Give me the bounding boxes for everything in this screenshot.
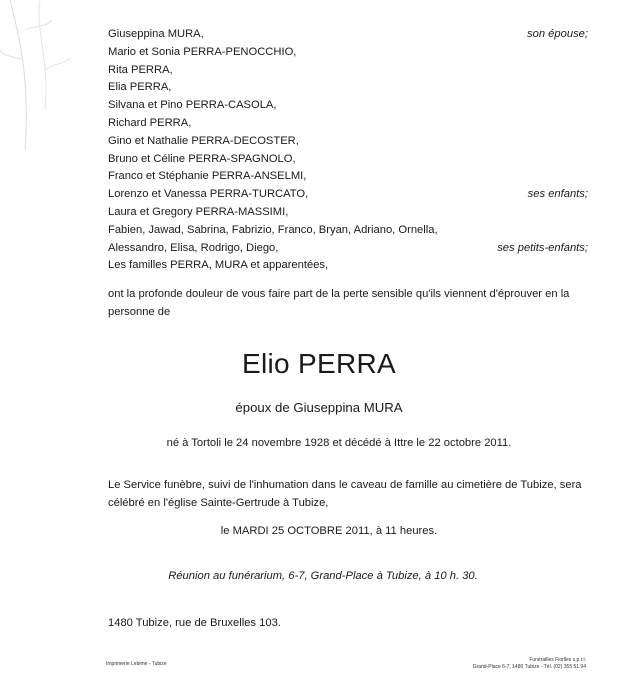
family-name: Laura et Gregory PERRA-MASSIMI,	[108, 205, 289, 218]
family-line	[108, 204, 588, 222]
family-line	[108, 151, 588, 169]
family-line	[108, 44, 588, 62]
family-line	[108, 97, 588, 115]
family-name: Elia PERRA,	[108, 81, 172, 94]
family-name: Fabien, Jawad, Sabrina, Fabrizio, Franco, Bryan, Adriano, Ornella,	[108, 223, 438, 236]
family-line	[108, 115, 588, 133]
funeral-home-name: Funérailles Fiorlles s.p.r.l.	[529, 657, 586, 663]
family-line	[108, 240, 588, 258]
family-line	[108, 222, 588, 240]
family-name: Richard PERRA,	[108, 116, 192, 129]
family-name: Gino et Nathalie PERRA-DECOSTER,	[108, 134, 299, 147]
family-name: Bruno et Céline PERRA-SPAGNOLO,	[108, 152, 296, 165]
family-name: Les familles PERRA, MURA et apparentées,	[108, 259, 329, 272]
family-name: Franco et Stéphanie PERRA-ANSELMI,	[108, 170, 307, 183]
family-name: Lorenzo et Vanessa PERRA-TURCATO,	[108, 188, 309, 201]
family-line	[108, 62, 588, 80]
family-name: Mario et Sonia PERRA-PENOCCHIO,	[108, 45, 297, 58]
family-line	[108, 133, 588, 151]
service-date: le MARDI 25 OCTOBRE 2011, à 11 heures.	[220, 525, 438, 537]
deceased-name: Elio PERRA	[242, 348, 396, 379]
family-list	[108, 26, 588, 275]
printer-credit: Imprimerie Lebime - Tubize	[106, 661, 167, 667]
family-name: Giuseppina MURA,	[108, 28, 204, 40]
floral-decoration-icon	[0, 0, 90, 150]
family-relation: ses petits-enfants;	[497, 241, 588, 254]
family-relation: ses enfants;	[527, 188, 588, 201]
family-address: 1480 Tubize, rue de Bruxelles 103.	[108, 617, 281, 629]
family-line	[108, 168, 588, 186]
family-name: Alessandro, Elisa, Rodrigo, Diego,	[108, 241, 279, 254]
birth-death-line: né à Tortoli le 24 novembre 1928 et décédé à Ittre le 22 octobre 2011.	[166, 437, 512, 449]
family-line	[108, 186, 588, 204]
wake-info: Réunion au funérarium, 6-7, Grand-Place à Tubize, à 10 h. 30.	[168, 570, 478, 582]
spouse-line: époux de Giuseppina MURA	[235, 400, 403, 415]
family-line	[108, 79, 588, 97]
service-text: Le Service funèbre, suivi de l'inhumation dans le caveau de famille au cimetière de Tubize, sera célébré en l'église Sainte-Gertrude à Tubize,	[108, 479, 582, 509]
family-line	[108, 257, 588, 275]
announcement-text: ont la profonde douleur de vous faire part de la perte sensible qu'ils viennent d'éprouver en la personne de	[108, 288, 570, 318]
family-relation: son épouse;	[527, 28, 588, 40]
family-name: Silvana et Pino PERRA-CASOLA,	[108, 99, 277, 112]
family-line	[108, 26, 588, 44]
funeral-home-info	[473, 657, 586, 670]
family-name: Rita PERRA,	[108, 63, 173, 76]
funeral-home-address: Grand-Place 6-7, 1480 Tubize - Tél. (02) 355 51 94	[472, 663, 586, 670]
